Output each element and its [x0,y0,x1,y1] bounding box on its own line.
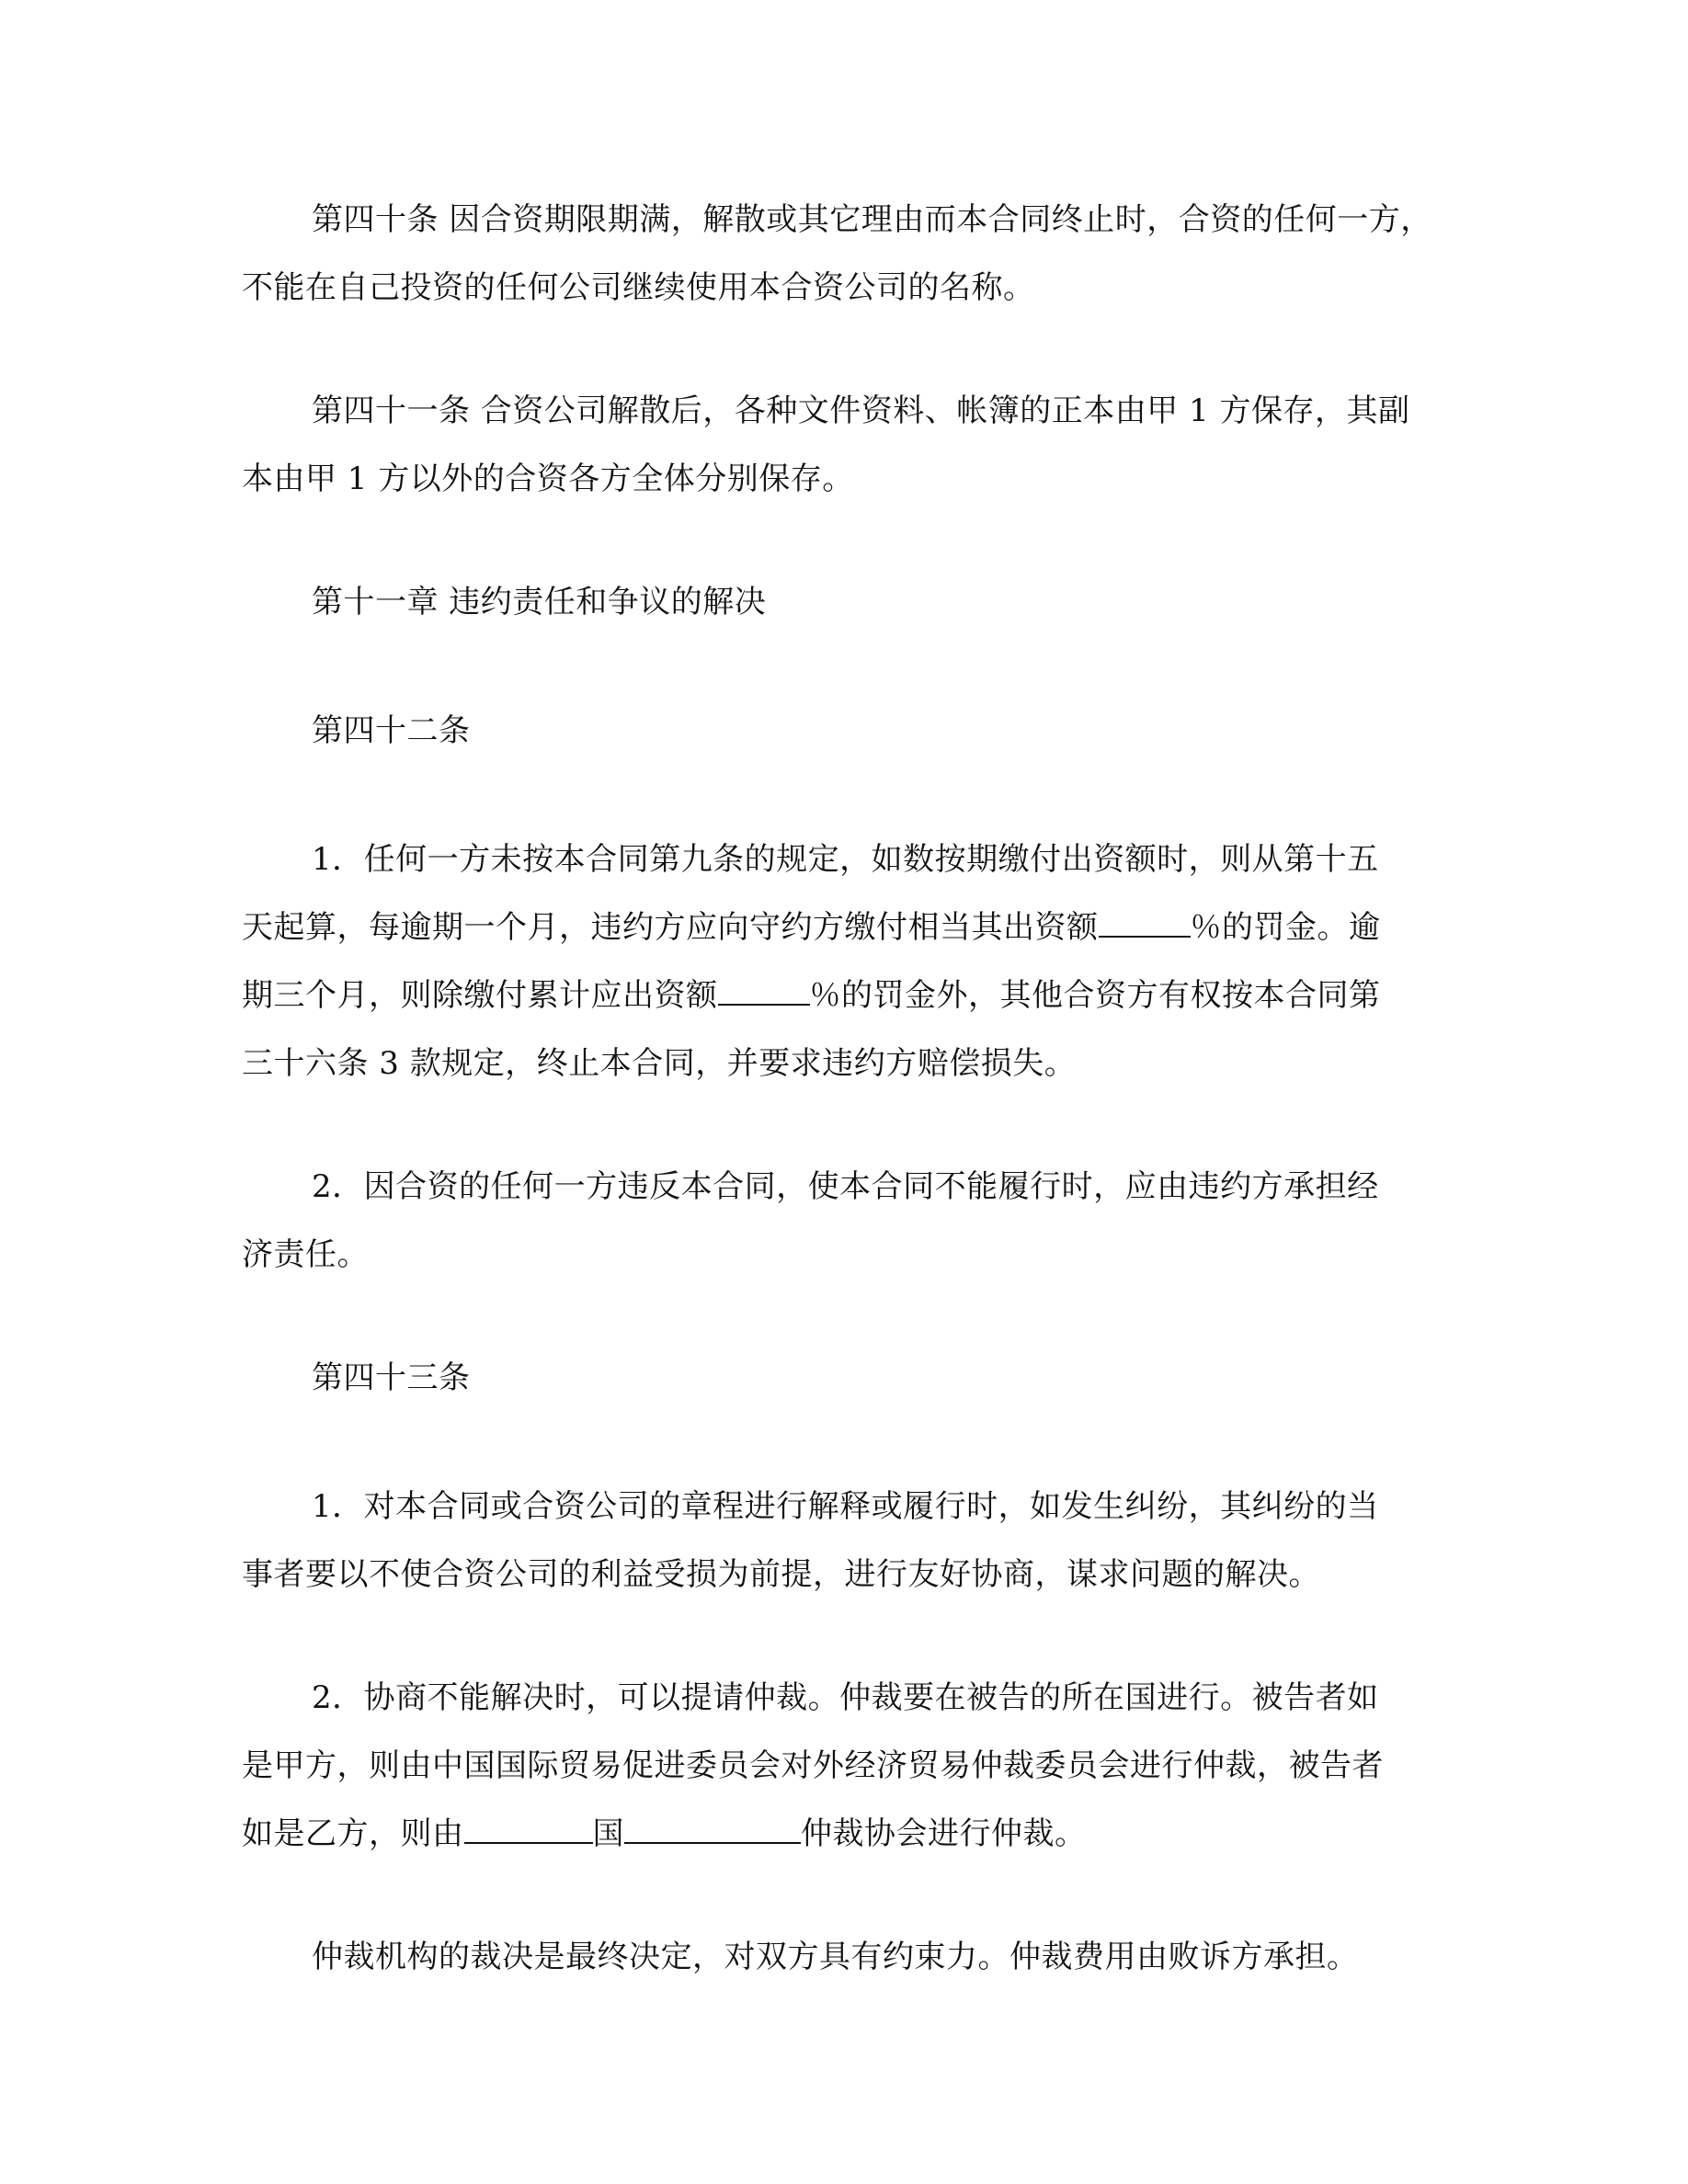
penalty-rate-blank-1 [1099,908,1191,938]
article-43-item-1-line-1: 1．对本合同或合资公司的章程进行解释或履行时，如发生纠纷，其纠纷的当 [312,1488,1379,1525]
article-43-item-1 [242,1473,1446,1609]
chapter-11-heading [242,568,1446,636]
arbitration-body-blank [624,1814,801,1844]
article-42-item-2 [242,1153,1446,1289]
article-42-heading [242,697,1446,765]
article-43-title: 第四十三条 [312,1359,471,1396]
article-43-item-2-line-3-text-a: 如是乙方，则由 [242,1815,464,1852]
penalty-rate-blank-2 [718,976,810,1006]
article-43-item-2-line-2: 是甲方，则由中国国际贸易促进委员会对外经济贸易仲裁委员会进行仲裁，被告者 [242,1747,1384,1784]
article-42-item-1-line-3 [242,961,1446,1029]
article-42-item-1-line-2-text-a: 天起算，每逾期一个月，违约方应向守约方缴付相当其出资额 [242,909,1099,946]
article-42-item-1 [242,825,1446,1098]
article-42-item-2-line-1: 2．因合资的任何一方违反本合同，使本合同不能履行时，应由违约方承担经 [312,1168,1379,1205]
article-43-heading [242,1344,1446,1412]
arbitration-final-text: 仲裁机构的裁决是最终决定，对双方具有约束力。仲裁费用由败诉方承担。 [312,1939,1359,1975]
article-40-line-2: 不能在自己投资的任何公司继续使用本合资公司的名称。 [242,269,1035,306]
article-42-item-1-line-1: 1．任何一方未按本合同第九条的规定，如数按期缴付出资额时，则从第十五 [312,841,1379,878]
chapter-11-title: 第十一章 违约责任和争议的解决 [312,584,767,620]
article-41-line-2: 本由甲 1 方以外的合资各方全体分别保存。 [242,461,854,497]
country-blank [464,1814,593,1844]
arbitration-final-paragraph [242,1923,1446,1991]
article-43-item-2 [242,1664,1446,1868]
article-43-item-2-line-1: 2．协商不能解决时，可以提请仲裁。仲裁要在被告的所在国进行。被告者如 [312,1679,1379,1716]
article-42-item-1-line-3-text-b: ％的罚金外，其他合资方有权按本合同第 [809,977,1381,1014]
article-41-line-1: 第四十一条 合资公司解散后，各种文件资料、帐簿的正本由甲 1 方保存，其副 [312,392,1410,429]
article-43-item-2-line-3-text-b: 国 [592,1815,624,1852]
article-41 [242,377,1446,513]
article-40-line-1: 第四十条 因合资期限期满，解散或其它理由而本合同终止时，合资的任何一方， [312,201,1432,238]
article-43-item-2-line-3 [242,1800,1446,1868]
article-43-item-2-line-3-text-c: 仲裁协会进行仲裁。 [801,1815,1087,1852]
article-42-item-2-line-2: 济责任。 [242,1236,369,1273]
article-42-item-1-line-4: 三十六条 3 款规定，终止本合同，并要求违约方赔偿损失。 [242,1045,1077,1082]
article-42-item-1-line-2-text-b: ％的罚金。逾 [1190,909,1381,946]
article-43-item-1-line-2: 事者要以不使合资公司的利益受损为前提，进行友好协商，谋求问题的解决。 [242,1556,1320,1593]
article-42-item-1-line-2 [242,893,1446,961]
article-42-title: 第四十二条 [312,712,471,749]
article-42-item-1-line-3-text-a: 期三个月，则除缴付累计应出资额 [242,977,718,1014]
article-40 [242,186,1446,322]
